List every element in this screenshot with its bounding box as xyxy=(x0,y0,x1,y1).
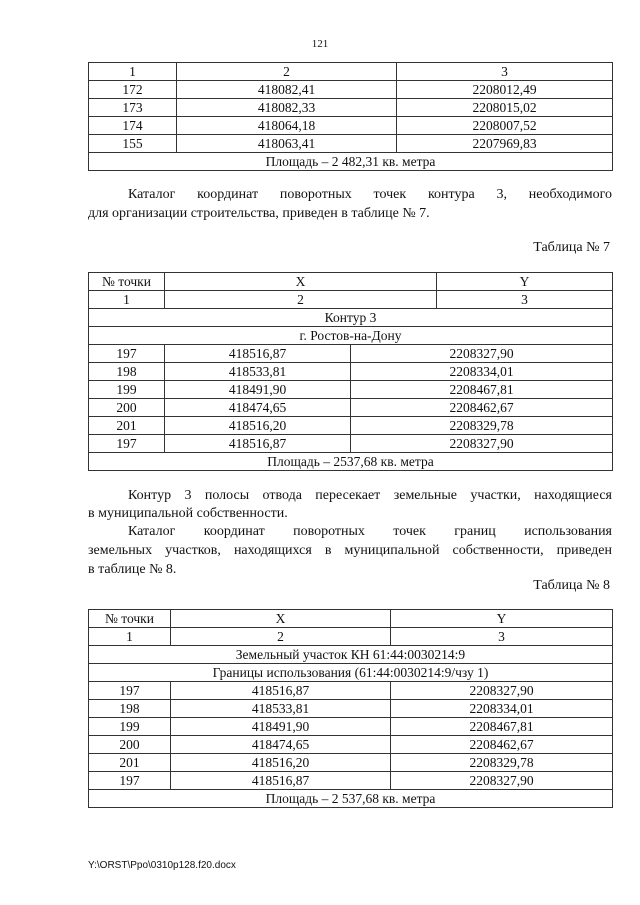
area-cell: Площадь – 2 482,31 кв. метра xyxy=(89,153,613,171)
point-cell: 197 xyxy=(89,435,165,453)
point-cell: 200 xyxy=(89,736,171,754)
x-cell: 418082,33 xyxy=(177,99,397,117)
table-row xyxy=(89,345,613,363)
area-row xyxy=(89,790,613,808)
table-row xyxy=(89,718,613,736)
point-cell: 198 xyxy=(89,700,171,718)
y-cell: 2208015,02 xyxy=(397,99,613,117)
table-row xyxy=(89,772,613,790)
header-x: X xyxy=(165,273,437,291)
paragraph-contour-crossing-line1: Контур 3 полосы отвода пересекает земельные участки, находящиеся xyxy=(128,488,612,503)
point-cell: 155 xyxy=(89,135,177,153)
y-cell: 2208462,67 xyxy=(391,736,613,754)
x-cell: 418516,87 xyxy=(165,345,351,363)
y-cell: 2208467,81 xyxy=(351,381,613,399)
header-cell: 2 xyxy=(177,63,397,81)
header-point-number: № точки xyxy=(89,610,171,628)
point-cell: 201 xyxy=(89,417,165,435)
y-cell: 2208007,52 xyxy=(397,117,613,135)
parcel-row xyxy=(89,646,613,664)
point-cell: 197 xyxy=(89,345,165,363)
y-cell: 2208467,81 xyxy=(391,718,613,736)
numbering-cell: 1 xyxy=(89,628,171,646)
point-cell: 197 xyxy=(89,682,171,700)
x-cell: 418533,81 xyxy=(165,363,351,381)
boundaries-label: Границы использования (61:44:0030214:9/чзу 1) xyxy=(89,664,613,682)
y-cell: 2208327,90 xyxy=(391,772,613,790)
table-row xyxy=(89,417,613,435)
x-cell: 418516,87 xyxy=(171,682,391,700)
table-8-caption: Таблица № 8 xyxy=(533,578,610,593)
y-cell: 2208327,90 xyxy=(391,682,613,700)
header-cell: 3 xyxy=(397,63,613,81)
point-cell: 198 xyxy=(89,363,165,381)
table-row xyxy=(89,81,613,99)
point-cell: 200 xyxy=(89,399,165,417)
city-row xyxy=(89,327,613,345)
y-cell: 2208329,78 xyxy=(391,754,613,772)
table-header-row xyxy=(89,63,613,81)
table-row xyxy=(89,99,613,117)
point-cell: 199 xyxy=(89,718,171,736)
point-cell: 173 xyxy=(89,99,177,117)
point-cell: 197 xyxy=(89,772,171,790)
x-cell: 418064,18 xyxy=(177,117,397,135)
x-cell: 418516,20 xyxy=(165,417,351,435)
y-cell: 2208327,90 xyxy=(351,345,613,363)
x-cell: 418063,41 xyxy=(177,135,397,153)
table-row xyxy=(89,363,613,381)
numbering-cell: 2 xyxy=(171,628,391,646)
paragraph-catalog-boundaries-line2: земельных участков, находящихся в муниципальной собственности, приведен xyxy=(88,543,612,558)
numbering-cell: 2 xyxy=(165,291,437,309)
table-row xyxy=(89,117,613,135)
x-cell: 418474,65 xyxy=(165,399,351,417)
page-number: 121 xyxy=(311,38,329,50)
y-cell: 2208012,49 xyxy=(397,81,613,99)
table-8 xyxy=(88,609,613,808)
area-row xyxy=(89,453,613,471)
paragraph-catalog-contour-3-line2: для организации строительства, приведен в таблице № 7. xyxy=(88,206,430,221)
y-cell: 2208327,90 xyxy=(351,435,613,453)
x-cell: 418533,81 xyxy=(171,700,391,718)
table-row xyxy=(89,435,613,453)
header-y: Y xyxy=(437,273,613,291)
file-path-footer: Y:\ORST\Ppo\0310p128.f20.docx xyxy=(88,860,236,871)
header-cell: 1 xyxy=(89,63,177,81)
table-7 xyxy=(88,272,613,345)
table-row xyxy=(89,736,613,754)
area-cell: Площадь – 2 537,68 кв. метра xyxy=(89,790,613,808)
y-cell: 2207969,83 xyxy=(397,135,613,153)
paragraph-contour-crossing-line2: в муниципальной собственности. xyxy=(88,506,288,521)
table-7-body xyxy=(88,344,613,471)
x-cell: 418491,90 xyxy=(165,381,351,399)
table-row xyxy=(89,381,613,399)
numbering-cell: 3 xyxy=(437,291,613,309)
y-cell: 2208462,67 xyxy=(351,399,613,417)
y-cell: 2208329,78 xyxy=(351,417,613,435)
table-row xyxy=(89,682,613,700)
table-header-row xyxy=(89,273,613,291)
table-row xyxy=(89,399,613,417)
table-row xyxy=(89,135,613,153)
x-cell: 418516,87 xyxy=(165,435,351,453)
table-header-row xyxy=(89,610,613,628)
boundaries-row xyxy=(89,664,613,682)
table-row xyxy=(89,700,613,718)
table-row xyxy=(89,754,613,772)
contour-label: Контур 3 xyxy=(89,309,613,327)
header-point-number: № точки xyxy=(89,273,165,291)
x-cell: 418516,87 xyxy=(171,772,391,790)
x-cell: 418474,65 xyxy=(171,736,391,754)
numbering-row xyxy=(89,628,613,646)
numbering-cell: 1 xyxy=(89,291,165,309)
numbering-cell: 3 xyxy=(391,628,613,646)
header-x: X xyxy=(171,610,391,628)
table-7-caption: Таблица № 7 xyxy=(533,240,610,255)
x-cell: 418082,41 xyxy=(177,81,397,99)
parcel-label: Земельный участок КН 61:44:0030214:9 xyxy=(89,646,613,664)
paragraph-catalog-boundaries-line3: в таблице № 8. xyxy=(88,562,177,577)
contour-row xyxy=(89,309,613,327)
coordinates-table-continued xyxy=(88,62,613,171)
area-cell: Площадь – 2537,68 кв. метра xyxy=(89,453,613,471)
point-cell: 199 xyxy=(89,381,165,399)
point-cell: 172 xyxy=(89,81,177,99)
area-row xyxy=(89,153,613,171)
point-cell: 174 xyxy=(89,117,177,135)
y-cell: 2208334,01 xyxy=(391,700,613,718)
city-label: г. Ростов-на-Дону xyxy=(89,327,613,345)
x-cell: 418491,90 xyxy=(171,718,391,736)
header-y: Y xyxy=(391,610,613,628)
y-cell: 2208334,01 xyxy=(351,363,613,381)
x-cell: 418516,20 xyxy=(171,754,391,772)
numbering-row xyxy=(89,291,613,309)
paragraph-catalog-boundaries-line1: Каталог координат поворотных точек границ использования xyxy=(128,524,612,539)
point-cell: 201 xyxy=(89,754,171,772)
paragraph-catalog-contour-3-line1: Каталог координат поворотных точек контура 3, необходимого xyxy=(128,187,612,202)
